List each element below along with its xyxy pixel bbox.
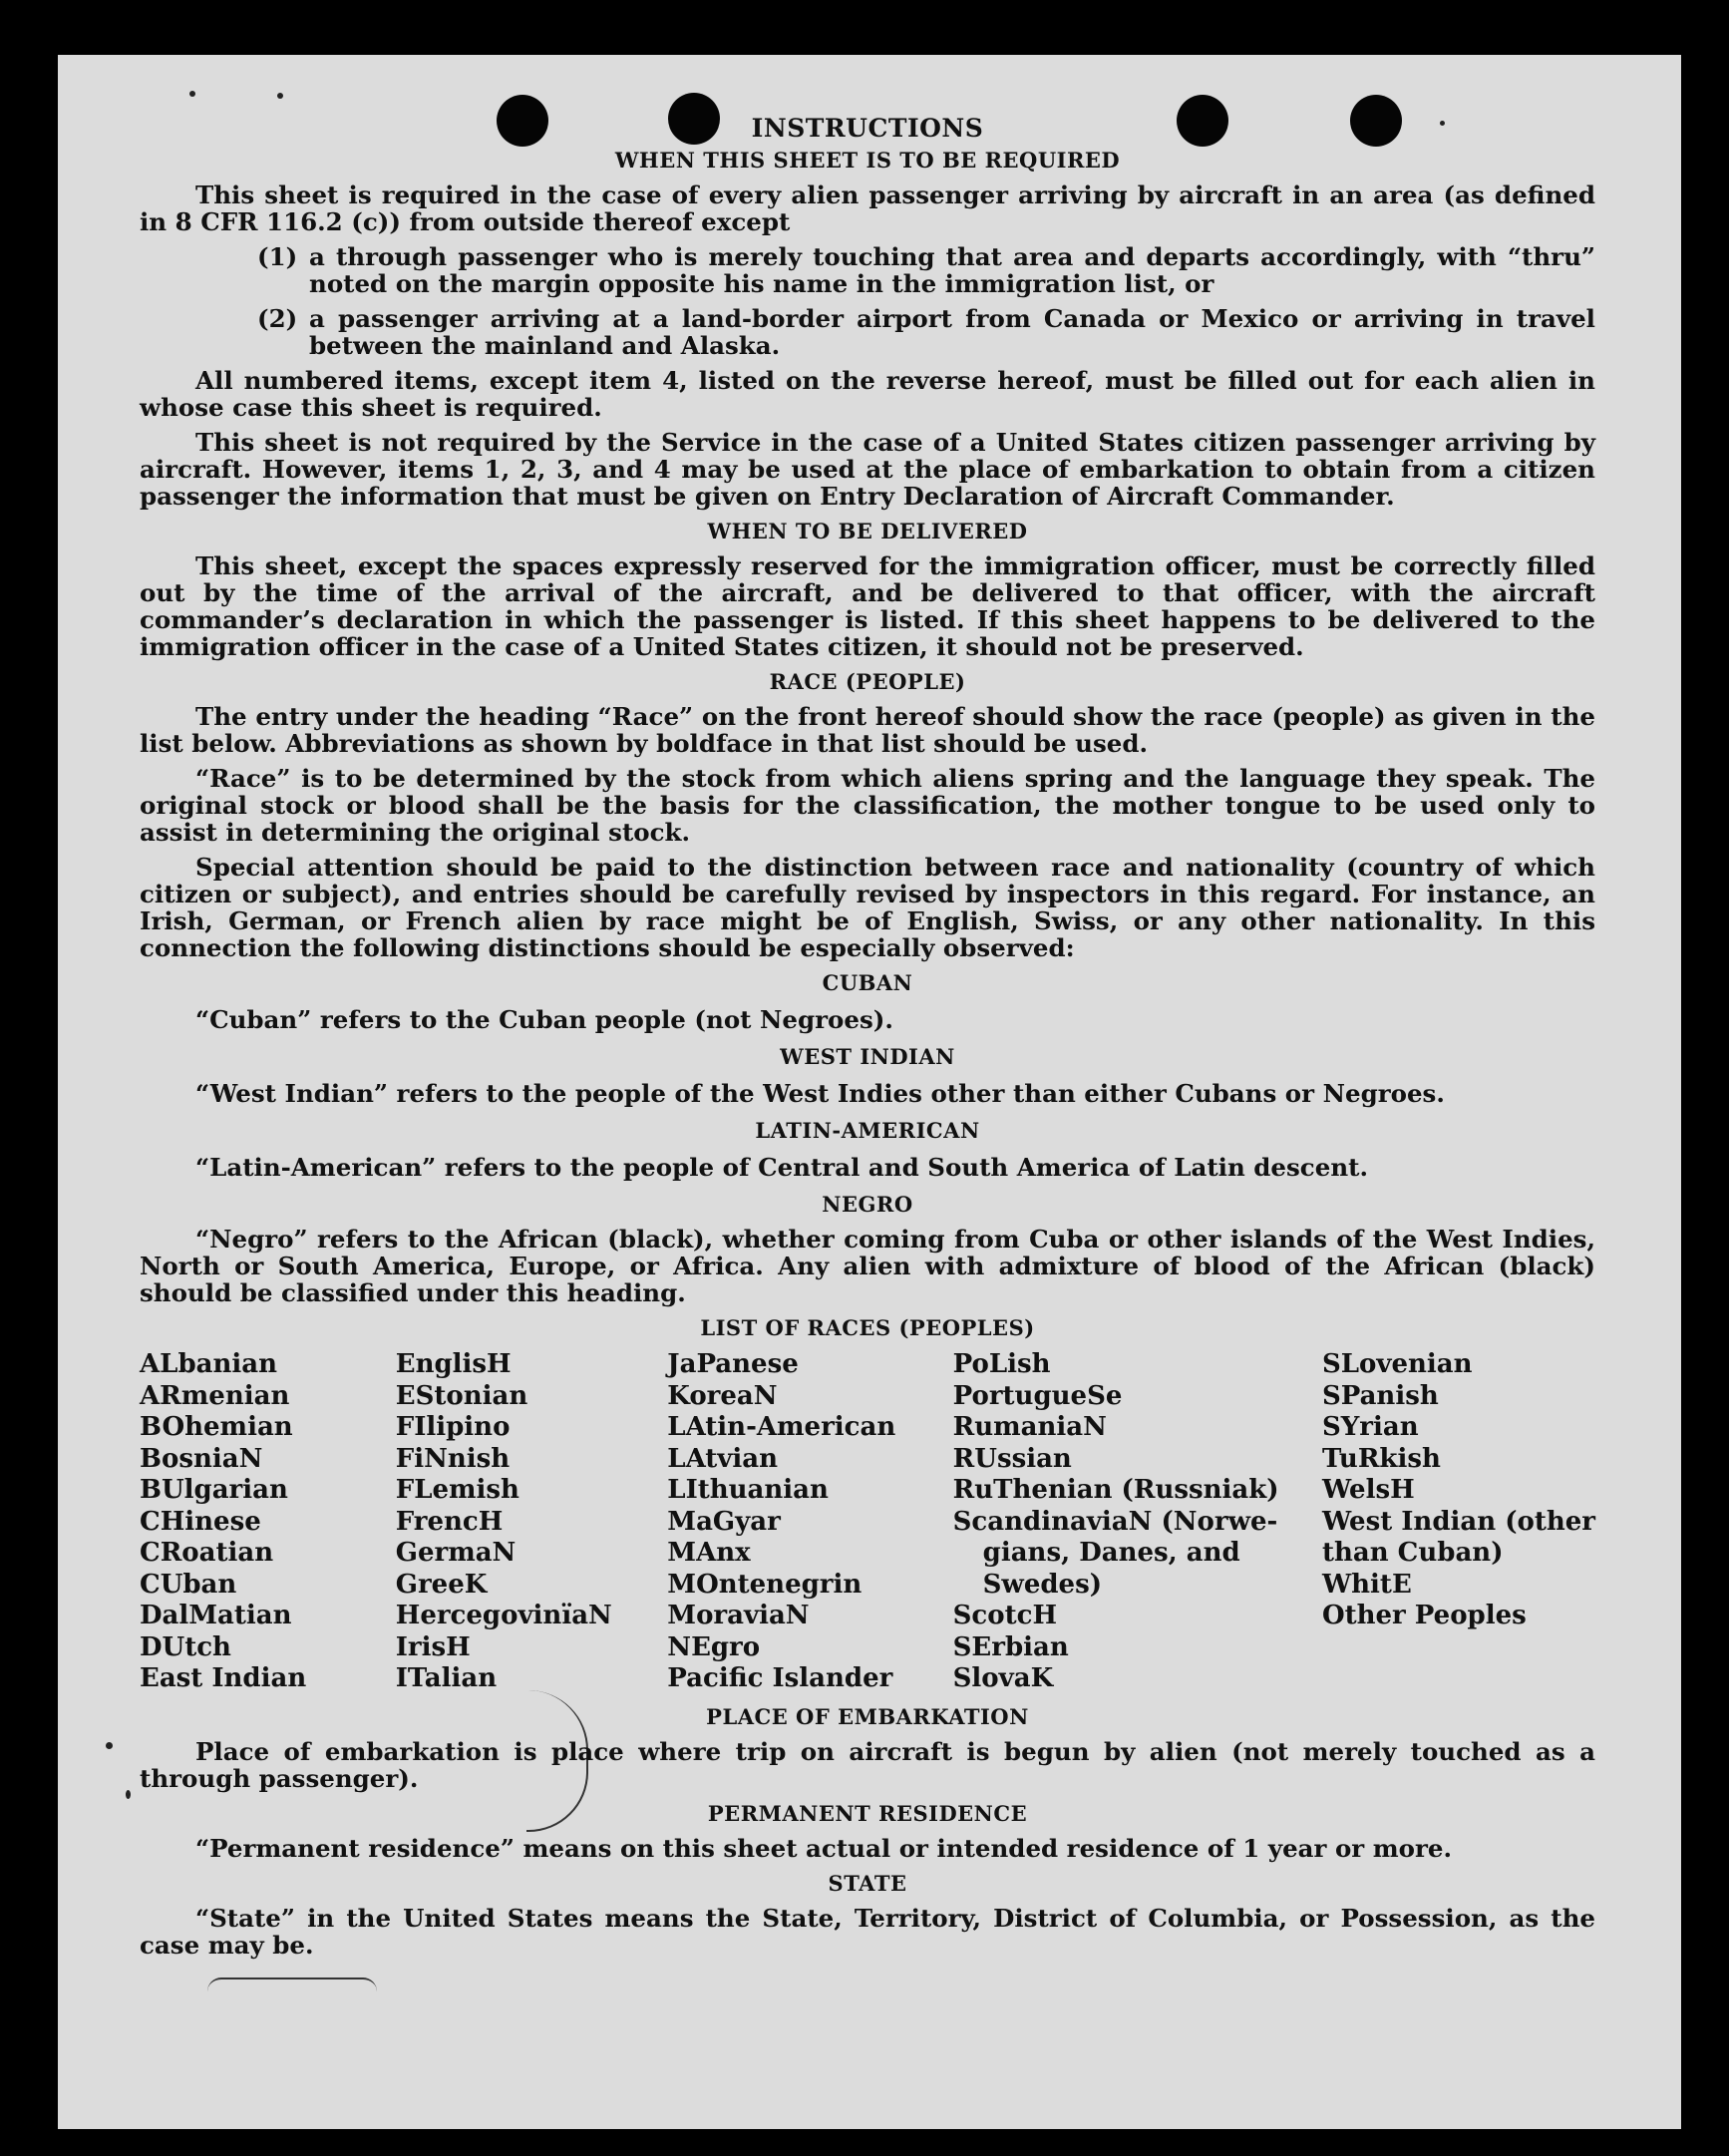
- race-entry: ITalian: [395, 1663, 498, 1693]
- section-heading: WHEN THIS SHEET IS TO BE REQUIRED: [614, 148, 1121, 173]
- speck: [277, 93, 283, 99]
- race-entry: RUssian: [952, 1443, 1072, 1474]
- item-text: a through passenger who is merely touching that area and departs accordingly, with “thru” noted on the margin opposite his name in the immigration list, or: [309, 242, 1595, 298]
- race-entry: DalMatian: [140, 1601, 292, 1630]
- paragraph: This sheet is required in the case of every alien passenger arriving by aircraft in an area (as defined in 8 CFR 116.2 (c)) from outside thereof except: [140, 180, 1595, 236]
- race-entry: SYrian: [1321, 1412, 1419, 1442]
- race-entry: BUlgarian: [140, 1475, 288, 1505]
- race-entry: RumaniaN: [952, 1412, 1107, 1442]
- race-entry: WhitE: [1321, 1569, 1412, 1600]
- race-entry: PoLish: [952, 1349, 1051, 1379]
- section-heading: LIST OF RACES (PEOPLES): [700, 1315, 1035, 1340]
- race-entry: CUban: [140, 1569, 237, 1600]
- paragraph: The entry under the heading “Race” on the front hereof should show the race (people) as given in the list below. Abbreviations as shown by boldface in that list should be used.: [140, 702, 1595, 758]
- race-entry: HercegovinïaN: [395, 1601, 612, 1630]
- race-entry: Other Peoples: [1321, 1601, 1527, 1630]
- race-entry: PortugueSe: [952, 1380, 1123, 1411]
- race-entry: ALbanian: [140, 1349, 278, 1379]
- race-entry: LIthuanian: [667, 1475, 829, 1505]
- section-heading: CUBAN: [822, 970, 913, 995]
- race-entry: SlovaK: [952, 1663, 1054, 1693]
- race-entry: LAtvian: [667, 1443, 779, 1474]
- section-heading: PLACE OF EMBARKATION: [706, 1703, 1029, 1729]
- section-heading: RACE (PEOPLE): [769, 669, 966, 694]
- race-entry: East Indian: [140, 1663, 307, 1693]
- document-title: INSTRUCTIONS: [751, 114, 984, 143]
- item-number: (1): [257, 242, 298, 271]
- race-entry: gians, Danes, and: [982, 1538, 1240, 1568]
- section-heading: NEGRO: [822, 1192, 913, 1217]
- paragraph: This sheet, except the spaces expressly reserved for the immigration officer, must be correctly filled out by the time of the arrival of the aircraft, and be delivered to that officer, with the aircraft commander’s declaration in which the passenger is listed. If this sheet happens to be delivered to the immigration officer in the case of a United States citizen, it should not be preserved.: [140, 551, 1595, 661]
- races-list: [140, 1349, 1595, 1695]
- race-entry: CRoatian: [140, 1538, 274, 1568]
- item-text: a passenger arriving at a land-border airport from Canada or Mexico or arriving in travel between the mainland and Alaska.: [309, 304, 1595, 360]
- list-item: [140, 243, 1595, 297]
- paragraph: “Race” is to be determined by the stock from which aliens spring and the language they speak. The original stock or blood shall be the basis for the classification, the mother tongue to be used only to assist in determining the original stock.: [140, 764, 1595, 847]
- races-column: [667, 1349, 952, 1695]
- race-entry: DUtch: [140, 1631, 231, 1662]
- race-entry: GreeK: [395, 1569, 488, 1600]
- paragraph: “State” in the United States means the State, Territory, District of Columbia, or Possession, as the case may be.: [140, 1903, 1595, 1960]
- race-entry: SErbian: [952, 1631, 1069, 1662]
- race-entry: SPanish: [1321, 1380, 1439, 1411]
- race-entry: West Indian (other: [1321, 1506, 1595, 1537]
- speck: [189, 91, 195, 97]
- race-entry: Pacific Islander: [667, 1663, 893, 1693]
- race-entry: IrisH: [395, 1631, 471, 1662]
- race-entry: JaPanese: [667, 1349, 799, 1379]
- race-entry: KoreaN: [667, 1380, 778, 1411]
- race-entry: GermaN: [395, 1538, 517, 1568]
- definition: “Cuban” refers to the Cuban people (not Negroes).: [195, 1005, 893, 1034]
- race-entry: MaGyar: [667, 1506, 781, 1537]
- paragraph: This sheet is not required by the Service in the case of a United States citizen passenger arriving by aircraft. However, items 1, 2, 3, and 4 may be used at the place of embarkation to obtain from a citizen passenger the information that must be given on Entry Declaration of Aircraft Commander.: [140, 428, 1595, 511]
- race-entry: EnglisH: [395, 1349, 512, 1379]
- race-entry: MoraviaN: [667, 1601, 810, 1630]
- list-item: [140, 305, 1595, 359]
- race-entry: BOhemian: [140, 1412, 293, 1442]
- race-entry: Swedes): [982, 1569, 1103, 1600]
- race-entry: BosniaN: [140, 1443, 263, 1474]
- document-page: [58, 55, 1681, 2129]
- race-entry: ARmenian: [140, 1380, 290, 1411]
- race-entry: WelsH: [1321, 1475, 1415, 1505]
- race-entry: CHinese: [140, 1506, 261, 1537]
- races-column: [953, 1349, 1322, 1695]
- definition: “Latin-American” refers to the people of Central and South America of Latin descent.: [195, 1153, 1368, 1182]
- section-heading: WHEN TO BE DELIVERED: [707, 519, 1028, 543]
- pen-stroke: [207, 1977, 377, 1991]
- race-entry: FLemish: [395, 1475, 519, 1505]
- race-entry: than Cuban): [1321, 1538, 1504, 1568]
- races-column: [1322, 1349, 1595, 1695]
- section-heading: WEST INDIAN: [780, 1044, 955, 1069]
- section-heading: LATIN-AMERICAN: [755, 1118, 980, 1143]
- race-entry: FrencH: [395, 1506, 504, 1537]
- paragraph: Place of embarkation is place where trip on aircraft is begun by alien (not merely touched as a through passenger).: [140, 1736, 1595, 1793]
- instructions-content: [140, 115, 1595, 1967]
- section-heading: PERMANENT RESIDENCE: [707, 1800, 1028, 1826]
- race-entry: ScandinaviaN (Norwe-: [952, 1506, 1278, 1537]
- race-entry: EStonian: [395, 1380, 528, 1411]
- race-entry: NEgro: [667, 1631, 761, 1662]
- section-heading: STATE: [828, 1870, 907, 1896]
- race-entry: RuThenian (Russniak): [952, 1475, 1279, 1505]
- race-entry: LAtin-American: [667, 1412, 896, 1442]
- speck: [106, 1742, 113, 1749]
- race-entry: TuRkish: [1321, 1443, 1441, 1474]
- race-entry: MOntenegrin: [667, 1569, 863, 1600]
- race-entry: FiNnish: [395, 1443, 511, 1474]
- paragraph: All numbered items, except item 4, listed on the reverse hereof, must be filled out for each alien in whose case this sheet is required.: [140, 366, 1595, 422]
- race-entry: FIlipino: [395, 1412, 511, 1442]
- race-entry: ScotcH: [952, 1601, 1058, 1630]
- definition: “West Indian” refers to the people of the West Indies other than either Cubans or Negroes.: [195, 1079, 1445, 1108]
- speck: [126, 1790, 131, 1799]
- paragraph: “Permanent residence” means on this sheet actual or intended residence of 1 year or more.: [195, 1833, 1453, 1863]
- paragraph: Special attention should be paid to the distinction between race and nationality (country of which citizen or subject), and entries should be carefully revised by inspectors in this regard. For instance, an Irish, German, or French alien by race might be of English, Swiss, or any other nationality. In this connection the following distinctions should be especially observed:: [140, 853, 1595, 962]
- item-number: (2): [257, 304, 298, 333]
- races-column: [396, 1349, 668, 1695]
- paragraph: “Negro” refers to the African (black), whether coming from Cuba or other islands of the West Indies, North or South America, Europe, or Africa. Any alien with admixture of blood of the African (black) should be classified under this heading.: [140, 1225, 1595, 1307]
- race-entry: SLovenian: [1321, 1349, 1473, 1379]
- race-entry: MAnx: [667, 1538, 751, 1568]
- races-column: [140, 1349, 396, 1695]
